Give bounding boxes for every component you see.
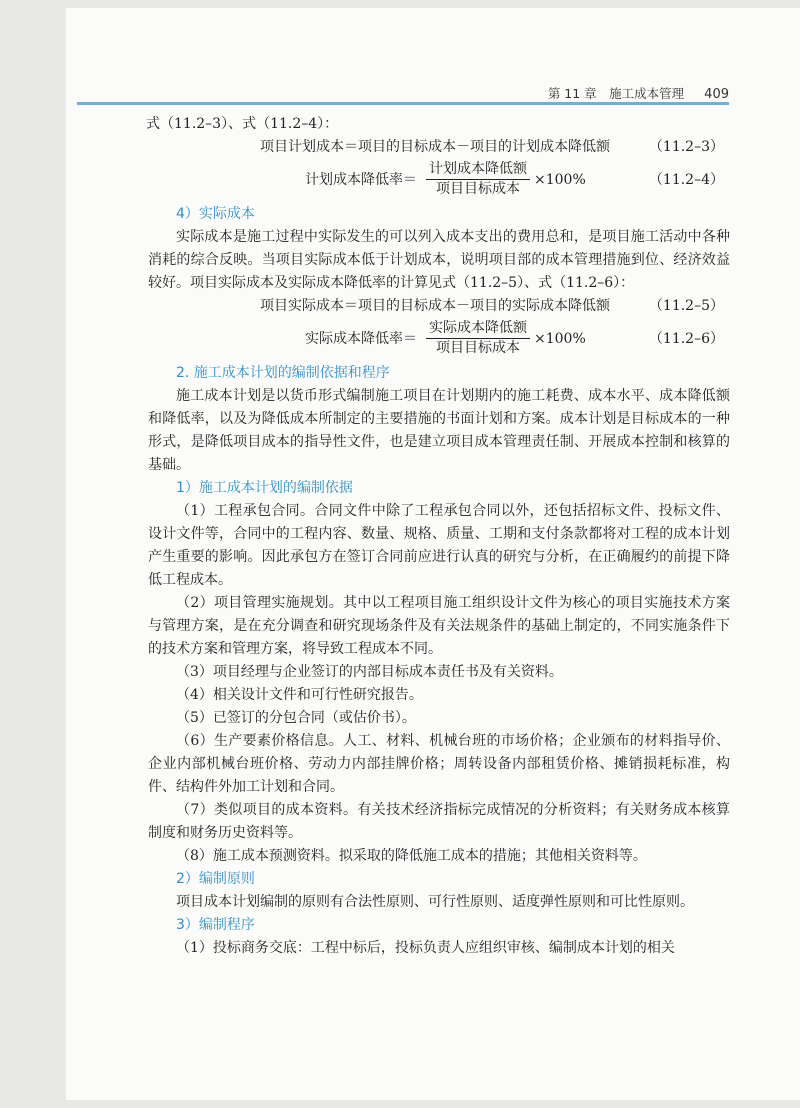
paragraph-actual-cost: 实际成本是施工过程中实际发生的可以列入成本支出的费用总和，是项目施工活动中各种消耗的综合反映。当项目实际成本低于计划成本，说明项目部的成本管理措施到位、经济效益较好。项目实际成本及实际成本降低率的计算见式（11.2–5）、式（11.2–6）： — [148, 229, 730, 291]
heading-actual-cost: 4）实际成本 — [176, 206, 255, 222]
basis-item-6: （6）生产要素价格信息。人工、材料、机械台班的市场价格；企业颁布的材料指导价、企业内部机械台班价格、劳动力内部挂牌价格；周转设备内部租赁价格、摊销损耗标准，构件、结构件外加工计划和合同。 — [148, 733, 730, 795]
intro-line: 式（11.2–3）、式（11.2–4）： — [146, 116, 339, 132]
heading-principle: 2）编制原则 — [176, 871, 255, 887]
equation-body: 项目计划成本＝项目的目标成本－项目的计划成本降低额 — [260, 139, 610, 155]
equation-11-2-6 — [148, 319, 730, 359]
fraction — [426, 160, 530, 199]
equation-number: （11.2–6） — [648, 331, 724, 347]
equation-percent: ×100% — [534, 172, 586, 188]
fraction-denominator: 项目目标成本 — [426, 179, 530, 199]
page-body — [148, 113, 730, 960]
chapter-title: 第 11 章 施工成本管理 — [547, 86, 685, 101]
basis-item-7: （7）类似项目的成本资料。有关技术经济指标完成情况的分析资料；有关财务成本核算制度和财务历史资料等。 — [148, 802, 730, 841]
paragraph-principle: 项目成本计划编制的原则有合法性原则、可行性原则、适度弹性原则和可比性原则。 — [176, 894, 694, 910]
paragraph-procedure: （1）投标商务交底：工程中标后，投标负责人应组织审核、编制成本计划的相关 — [176, 940, 675, 956]
basis-item-5: （5）已签订的分包合同（或估价书）。 — [176, 710, 416, 726]
fraction-numerator: 计划成本降低额 — [429, 161, 527, 177]
fraction-numerator: 实际成本降低额 — [429, 320, 527, 336]
equation-number: （11.2–5） — [648, 298, 724, 314]
equation-11-2-4 — [148, 160, 730, 200]
equation-11-2-5 — [148, 295, 730, 318]
equation-number: （11.2–3） — [648, 139, 724, 155]
heading-basis: 1）施工成本计划的编制依据 — [176, 480, 353, 496]
basis-item-4: （4）相关设计文件和可行性研究报告。 — [176, 687, 423, 703]
basis-item-3: （3）项目经理与企业签订的内部目标成本责任书及有关资料。 — [176, 664, 563, 680]
equation-11-2-3 — [148, 136, 730, 159]
fraction — [426, 319, 530, 358]
heading-procedure: 3）编制程序 — [176, 917, 255, 933]
equation-lhs: 计划成本降低率＝ — [305, 172, 417, 188]
page-number: 409 — [704, 87, 729, 102]
equation-lhs: 实际成本降低率＝ — [305, 331, 417, 347]
equation-number: （11.2–4） — [648, 172, 724, 188]
fraction-denominator: 项目目标成本 — [426, 338, 530, 358]
basis-item-8: （8）施工成本预测资料。拟采取的降低施工成本的措施；其他相关资料等。 — [176, 848, 647, 864]
equation-percent: ×100% — [534, 331, 586, 347]
paragraph-section-2: 施工成本计划是以货币形式编制施工项目在计划期内的施工耗费、成本水平、成本降低额和降低率，以及为降低成本所制定的主要措施的书面计划和方案。成本计划是目标成本的一种形式，是降低项目成本的指导性文件，也是建立项目成本管理责任制、开展成本控制和核算的基础。 — [148, 388, 730, 473]
basis-item-1: （1）工程承包合同。合同文件中除了工程承包合同以外，还包括招标文件、投标文件、设计文件等，合同中的工程内容、数量、规格、质量、工期和支付条款都将对工程的成本计划产生重要的影响。因此承包方在签订合同前应进行认真的研究与分析，在正确履约的前提下降低工程成本。 — [148, 503, 730, 588]
header-rule — [77, 102, 729, 105]
basis-item-2: （2）项目管理实施规划。其中以工程项目施工组织设计文件为核心的项目实施技术方案与管理方案，是在充分调查和研究现场条件及有关法规条件的基础上制定的，不同实施条件下的技术方案和管理方案，将导致工程成本不同。 — [148, 595, 730, 657]
equation-body: 项目实际成本＝项目的目标成本－项目的实际成本降低额 — [260, 298, 610, 314]
running-header — [77, 84, 729, 104]
heading-section-2: 2. 施工成本计划的编制依据和程序 — [176, 365, 390, 381]
